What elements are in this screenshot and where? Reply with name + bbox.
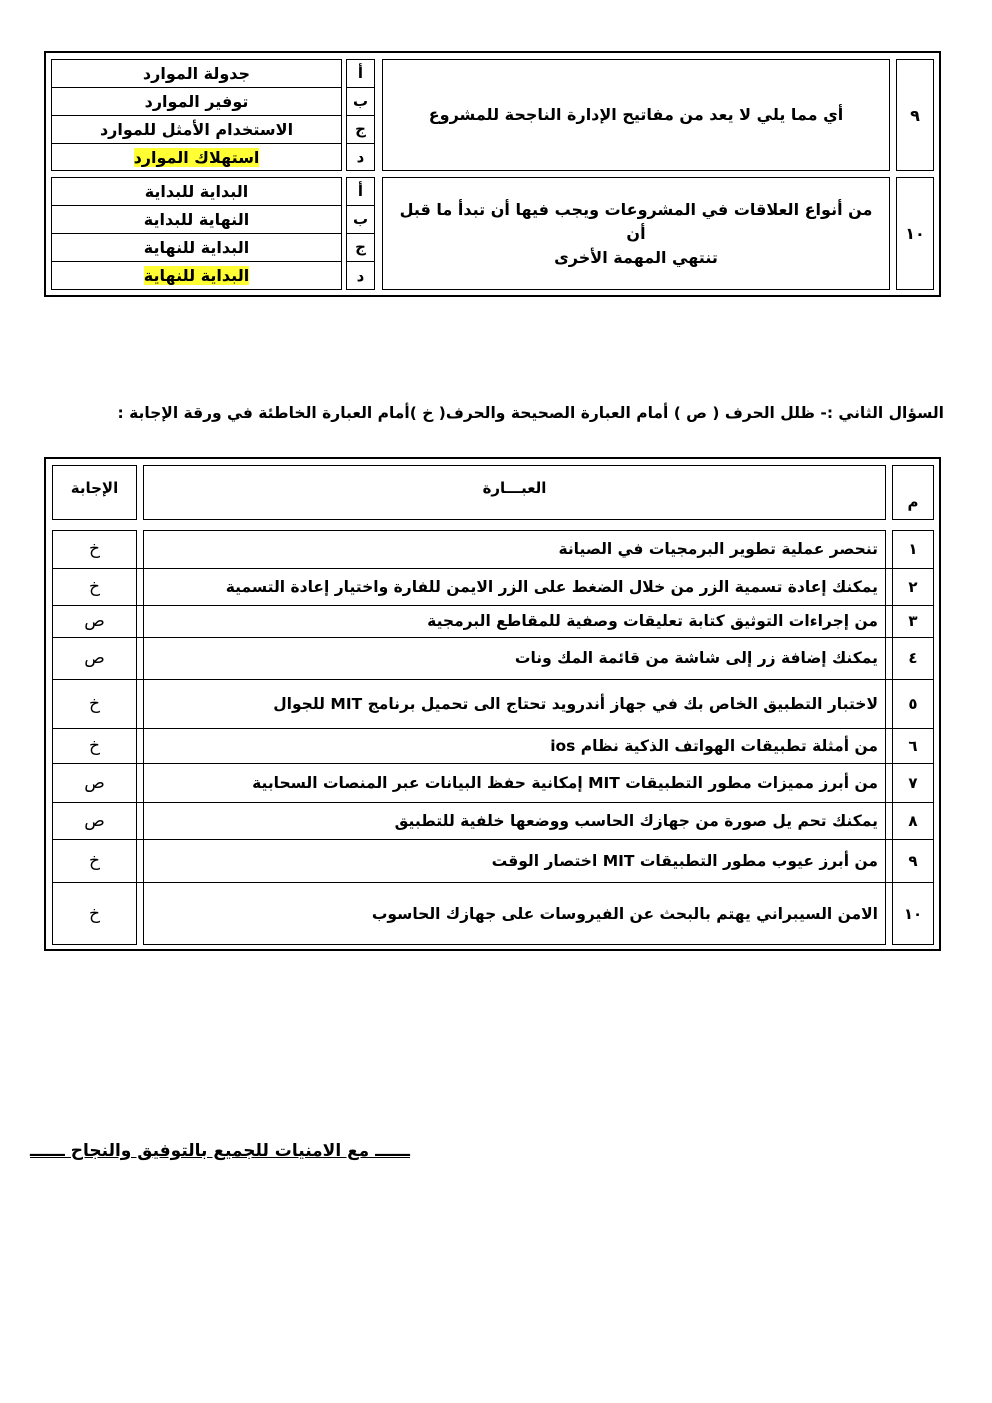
row9-number: ٩ [908, 851, 918, 870]
row9-statement: من أبرز عيوب مطور التطبيقات MIT اختصار الوقت [491, 851, 878, 870]
q9-letter-a: أ [357, 64, 364, 82]
q10-letter-d: د [356, 266, 365, 285]
q9-option-a: جدولة الموارد [142, 63, 251, 83]
true-false-table [44, 457, 941, 951]
closing-message: ــــــ مع الامنيات للجميع بالتوفيق والنجاح ــــــ [29, 1141, 410, 1161]
header-statement: العبـــارة [482, 479, 547, 497]
q10-option-d-wrap [51, 261, 342, 290]
mcq-table [44, 51, 941, 297]
row8-answer: ص [84, 810, 105, 831]
q9-letter-d: د [356, 148, 365, 166]
q9-number: ٩ [910, 105, 920, 125]
q10-option-d: البداية للنهاية [143, 266, 250, 285]
q10-letter-a: أ [357, 182, 364, 200]
row7-number: ٧ [908, 773, 918, 792]
q10-option-c: البداية للنهاية [143, 237, 250, 257]
row2-answer: خ [89, 576, 100, 597]
q9-option-b: توفير الموارد [144, 91, 249, 111]
row4-answer: ص [84, 648, 105, 668]
q9-letter-c: ج [355, 120, 366, 138]
row6-number: ٦ [908, 736, 918, 755]
row6-statement: من أمثلة تطبيقات الهواتف الذكية نظام ios [550, 736, 878, 755]
row10-answer: خ [89, 903, 100, 924]
q10-text-line1: من أنواع العلاقات في المشروعات ويجب فيها أن تبدأ ما قبل أن [399, 199, 873, 243]
q10-letter-b: ب [352, 210, 369, 228]
row3-statement: من إجراءات التوثيق كتابة تعليقات وصفية للمقاطع البرمجية [427, 612, 878, 630]
q10-number: ١٠ [905, 224, 925, 243]
row10-statement: الامن السيبراني يهتم بالبحث عن الفيروسات على جهازك الحاسوب [371, 904, 878, 923]
row1-number: ١ [908, 540, 918, 558]
q10-text-line2: تنتهي المهمة الأخرى [554, 247, 718, 267]
row5-number: ٥ [908, 694, 918, 713]
header-number: م [907, 492, 919, 511]
q10-option-a: البداية للبداية [144, 181, 249, 201]
q9-option-c: الاستخدام الأمثل للموارد [99, 119, 294, 139]
q10-letter-c: ج [355, 238, 366, 256]
row3-number: ٣ [908, 612, 918, 630]
q9-text: أي مما يلي لا يعد من مفاتيح الإدارة الناجحة للمشروع [428, 105, 844, 124]
q9-option-d-wrap [51, 143, 342, 171]
row9-answer: خ [89, 850, 100, 871]
row3-answer: ص [84, 611, 105, 631]
row1-statement: تنحصر عملية تطوير البرمجيات في الصيانة [558, 540, 878, 558]
row4-statement: يمكنك إضافة زر إلى شاشة من قائمة المك ونات [514, 649, 878, 667]
section2-heading: السؤال الثاني :- ظلل الحرف ( ص ) أمام العبارة الصحيحة والحرف( خ )أمام العبارة الخاطئة في ورقة الإجابة : [117, 404, 944, 422]
row8-number: ٨ [908, 811, 918, 830]
row5-answer: خ [89, 693, 100, 714]
row2-statement: يمكنك إعادة تسمية الزر من خلال الضغط على الزر الايمن للفارة واختيار إعادة التسمية [225, 577, 878, 596]
header-answer: الإجابة [70, 479, 119, 497]
row10-number: ١٠ [903, 904, 923, 923]
row7-statement: من أبرز مميزات مطور التطبيقات MIT إمكانية حفظ البيانات عبر المنصات السحابية [252, 773, 878, 792]
row6-answer: خ [89, 735, 100, 756]
row1-answer: خ [89, 539, 100, 559]
q9-option-d: استهلاك الموارد [133, 147, 260, 167]
q9-letter-b: ب [352, 92, 369, 110]
row8-statement: يمكنك تحم يل صورة من جهازك الحاسب ووضعها خلفية للتطبيق [394, 811, 878, 830]
row5-statement: لاختبار التطبيق الخاص بك في جهاز أندرويد تحتاج الى تحميل برنامج MIT للجوال [273, 694, 878, 713]
row4-number: ٤ [908, 649, 918, 667]
q10-text [382, 177, 890, 290]
q10-option-b: النهاية للبداية [143, 209, 250, 229]
row7-answer: ص [84, 772, 105, 793]
row2-number: ٢ [908, 577, 918, 596]
